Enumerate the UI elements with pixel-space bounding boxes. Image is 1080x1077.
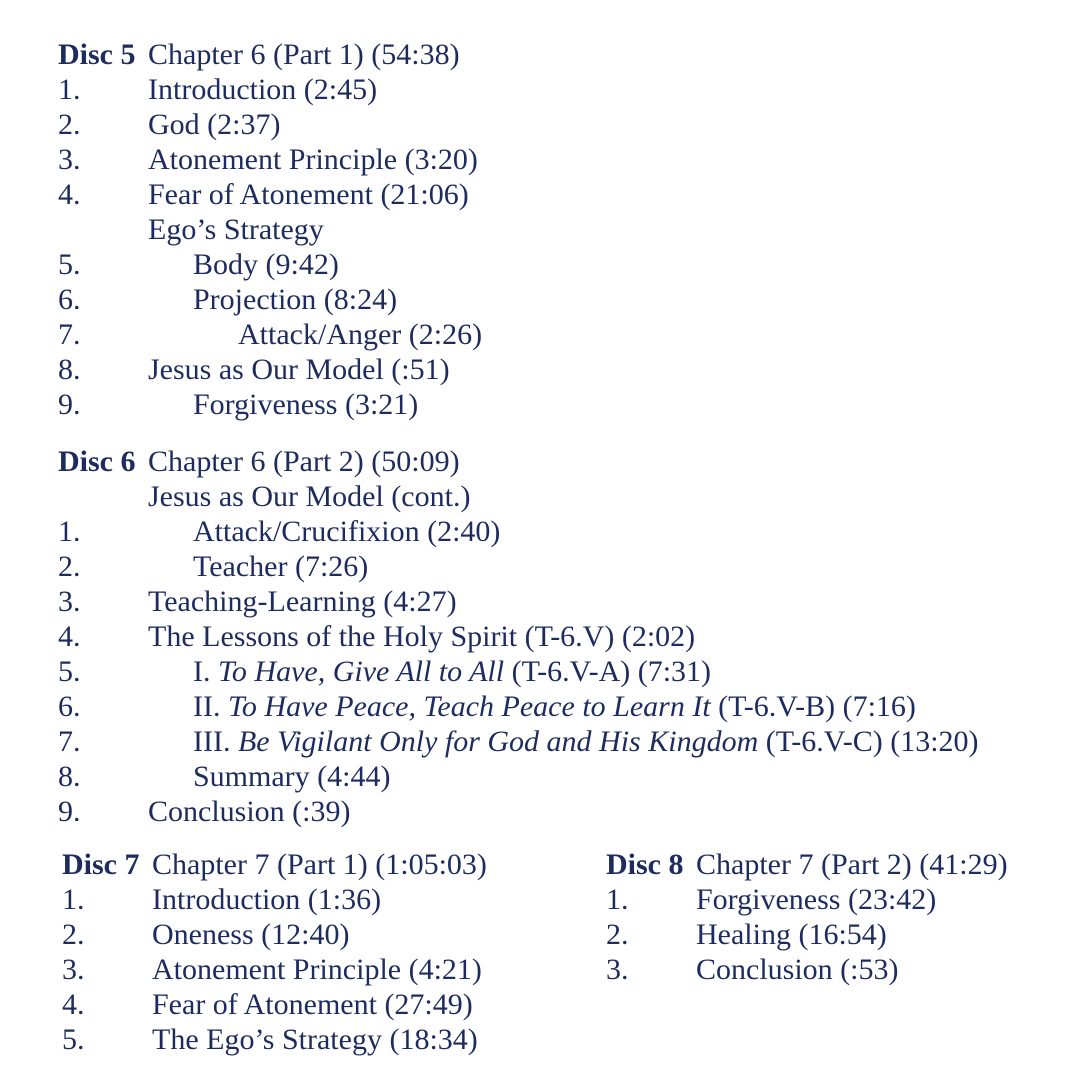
subheading-text: Ego’s Strategy [148,213,324,246]
track-row [62,952,482,987]
track-row [58,142,478,177]
disc-heading [62,847,487,882]
disc-heading [58,37,460,72]
track-number: 2. [58,550,81,583]
track-row [606,882,937,917]
track-row [58,317,483,352]
track-number: 4. [62,988,85,1021]
track-number: 7. [58,725,81,758]
track-suffix: (T-6.V-A) (7:31) [504,655,712,688]
track-number: 1. [58,515,81,548]
track-title: Teaching-Learning (4:27) [148,585,457,618]
disc-label: Disc 7 [62,848,140,881]
track-title: Conclusion (:39) [148,795,351,828]
track-row [58,654,712,689]
track-row [606,952,899,987]
track-title: Jesus as Our Model (:51) [148,353,450,386]
track-prefix: II. [193,690,228,723]
track-title: Healing (16:54) [696,918,887,951]
track-number: 2. [58,108,81,141]
disc-5-section [58,37,483,422]
track-number: 2. [606,918,629,951]
track-prefix: III. [193,725,238,758]
track-row [58,107,281,142]
track-title: Projection (8:24) [193,283,398,316]
track-number: 5. [62,1023,85,1056]
track-row [62,917,350,952]
track-number: 1. [606,883,629,916]
disc-7-section [62,847,487,1057]
track-number: 1. [62,883,85,916]
track-title: Conclusion (:53) [696,953,899,986]
track-number: 3. [58,585,81,618]
track-title: Atonement Principle (4:21) [152,953,482,986]
track-row [58,352,450,387]
track-title: Forgiveness (23:42) [696,883,937,916]
track-row [58,177,469,212]
disc-title: Chapter 6 (Part 2) (50:09) [148,445,460,478]
track-number: 8. [58,353,81,386]
track-title: Summary (4:44) [193,760,391,793]
section-subheading [58,212,324,247]
track-row [62,987,473,1022]
track-row [58,724,979,759]
track-row [58,794,351,829]
track-title [193,724,979,759]
track-title: Attack/Crucifixion (2:40) [193,515,501,548]
disc-title: Chapter 7 (Part 1) (1:05:03) [152,848,487,881]
track-row [62,1022,478,1057]
track-italic-title: To Have Peace, Teach Peace to Learn It [227,690,711,723]
track-title: Oneness (12:40) [152,918,350,951]
track-row [606,917,887,952]
disc-title: Chapter 7 (Part 2) (41:29) [696,848,1008,881]
track-suffix: (T-6.V-C) (13:20) [758,725,979,758]
disc-label: Disc 5 [58,38,136,71]
track-number: 6. [58,690,81,723]
track-title [193,689,916,724]
track-number: 3. [606,953,629,986]
track-title: The Ego’s Strategy (18:34) [152,1023,478,1056]
track-row [58,282,398,317]
track-number: 5. [58,248,81,281]
track-number: 6. [58,283,81,316]
track-number: 4. [58,178,81,211]
track-row [58,72,378,107]
section-subheading [58,479,471,514]
track-number: 8. [58,760,81,793]
track-number: 2. [62,918,85,951]
track-row [58,549,369,584]
disc-label: Disc 8 [606,848,684,881]
track-title [193,654,711,689]
disc-heading [606,847,1008,882]
track-title: Introduction (2:45) [148,73,378,106]
track-row [58,514,501,549]
track-italic-title: Be Vigilant Only for God and His Kingdom [237,725,759,758]
disc-label: Disc 6 [58,445,136,478]
track-row [58,759,391,794]
track-title: The Lessons of the Holy Spirit (T-6.V) (2:02) [148,620,696,653]
disc-title: Chapter 6 (Part 1) (54:38) [148,38,460,71]
track-suffix: (T-6.V-B) (7:16) [710,690,916,723]
disc-8-section [606,847,1008,987]
disc-6-section [58,444,979,829]
track-title: Fear of Atonement (27:49) [152,988,473,1021]
track-title: Introduction (1:36) [152,883,382,916]
track-number: 4. [58,620,81,653]
track-row [62,882,382,917]
track-title: Body (9:42) [193,248,339,281]
track-title: Fear of Atonement (21:06) [148,178,469,211]
subheading-text: Jesus as Our Model (cont.) [148,480,471,513]
track-number: 9. [58,388,81,421]
track-number: 3. [58,143,81,176]
track-prefix: I. [193,655,218,688]
track-number: 7. [58,318,81,351]
track-title: Forgiveness (3:21) [193,388,419,421]
track-title: Atonement Principle (3:20) [148,143,478,176]
track-row [58,619,696,654]
track-row [58,584,457,619]
track-number: 9. [58,795,81,828]
track-title: Teacher (7:26) [193,550,369,583]
track-row [58,387,419,422]
track-italic-title: To Have, Give All to All [218,655,505,688]
track-title: God (2:37) [148,108,281,141]
track-row [58,247,339,282]
track-number: 1. [58,73,81,106]
track-number: 3. [62,953,85,986]
track-title: Attack/Anger (2:26) [238,318,483,351]
track-number: 5. [58,655,81,688]
track-row [58,689,916,724]
disc-heading [58,444,460,479]
